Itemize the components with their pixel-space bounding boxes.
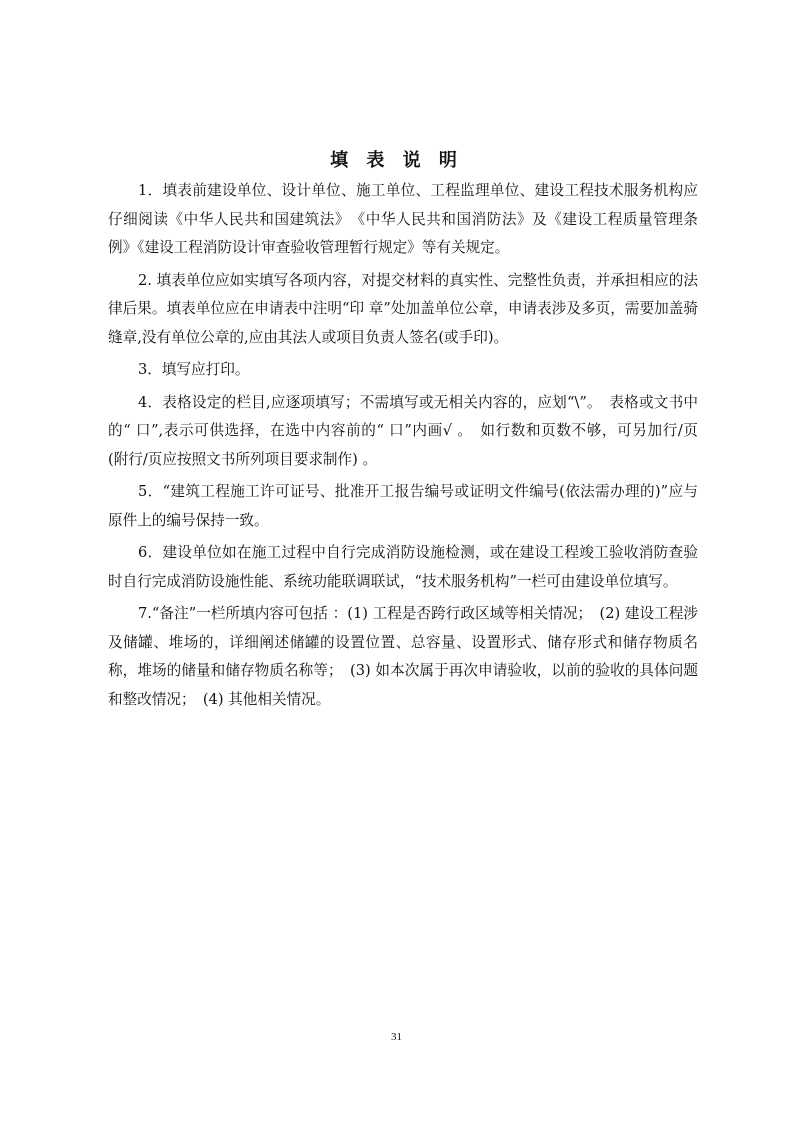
instructions-body — [108, 177, 698, 718]
instruction-paragraph-2: 2. 填表单位应如实填写各项内容，对提交材料的真实性、完整性负责，并承担相应的法律后果。填表单位应在申请表中注明“印 章”处加盖单位公章，申请表涉及多页，需要加盖骑缝章,没有单位公章的,应由其法人或项目负责人签名(或手印)。 — [108, 271, 698, 346]
instruction-paragraph-6: 6．建设单位如在施工过程中自行完成消防设施检测，或在建设工程竣工验收消防查验时自行完成消防设施性能、系统功能联调联试，“技术服务机构”一栏可由建设单位填写。 — [108, 544, 698, 590]
instruction-paragraph-7: 7.“备注”一栏所填内容可包括 ：(1) 工程是否跨行政区域等相关情况； (2) 建设工程涉及储罐、堆场的，详细阐述储罐的设置位置、总容量、设置形式、储存形式和储存物质名称，堆场的储量和储存物质名称等； (3) 如本次属于再次申请验收，以前的验收的具体问题和整改情况； (4) 其他相关情况。 — [108, 605, 698, 708]
instruction-paragraph-4: 4．表格设定的栏目,应逐项填写；不需填写或无相关内容的，应划“\”。 表格或文书中的“ 口”,表示可供选择，在选中内容前的“ 口”内画√ 。 如行数和页数不够，可另加行/页 (附行/页应按照文书所列项目要求制作) 。 — [108, 393, 698, 468]
page-title: 填 表 说 明 — [330, 150, 463, 171]
instruction-paragraph-5: 5．“建筑工程施工许可证号、批准开工报告编号或证明文件编号(依法需办理的)”应与原件上的编号保持一致。 — [108, 483, 698, 529]
page-number: 31 — [391, 1031, 402, 1043]
instruction-paragraph-1: 1．填表前建设单位、设计单位、施工单位、工程监理单位、建设工程技术服务机构应仔细阅读《中华人民共和国建筑法》 《中华人民共和国消防法》及《建设工程质量管理条例》《建设工程消防设计审查验收管理暂行规定》等有关规定。 — [108, 182, 698, 256]
instruction-paragraph-3: 3．填写应打印。 — [138, 361, 250, 378]
